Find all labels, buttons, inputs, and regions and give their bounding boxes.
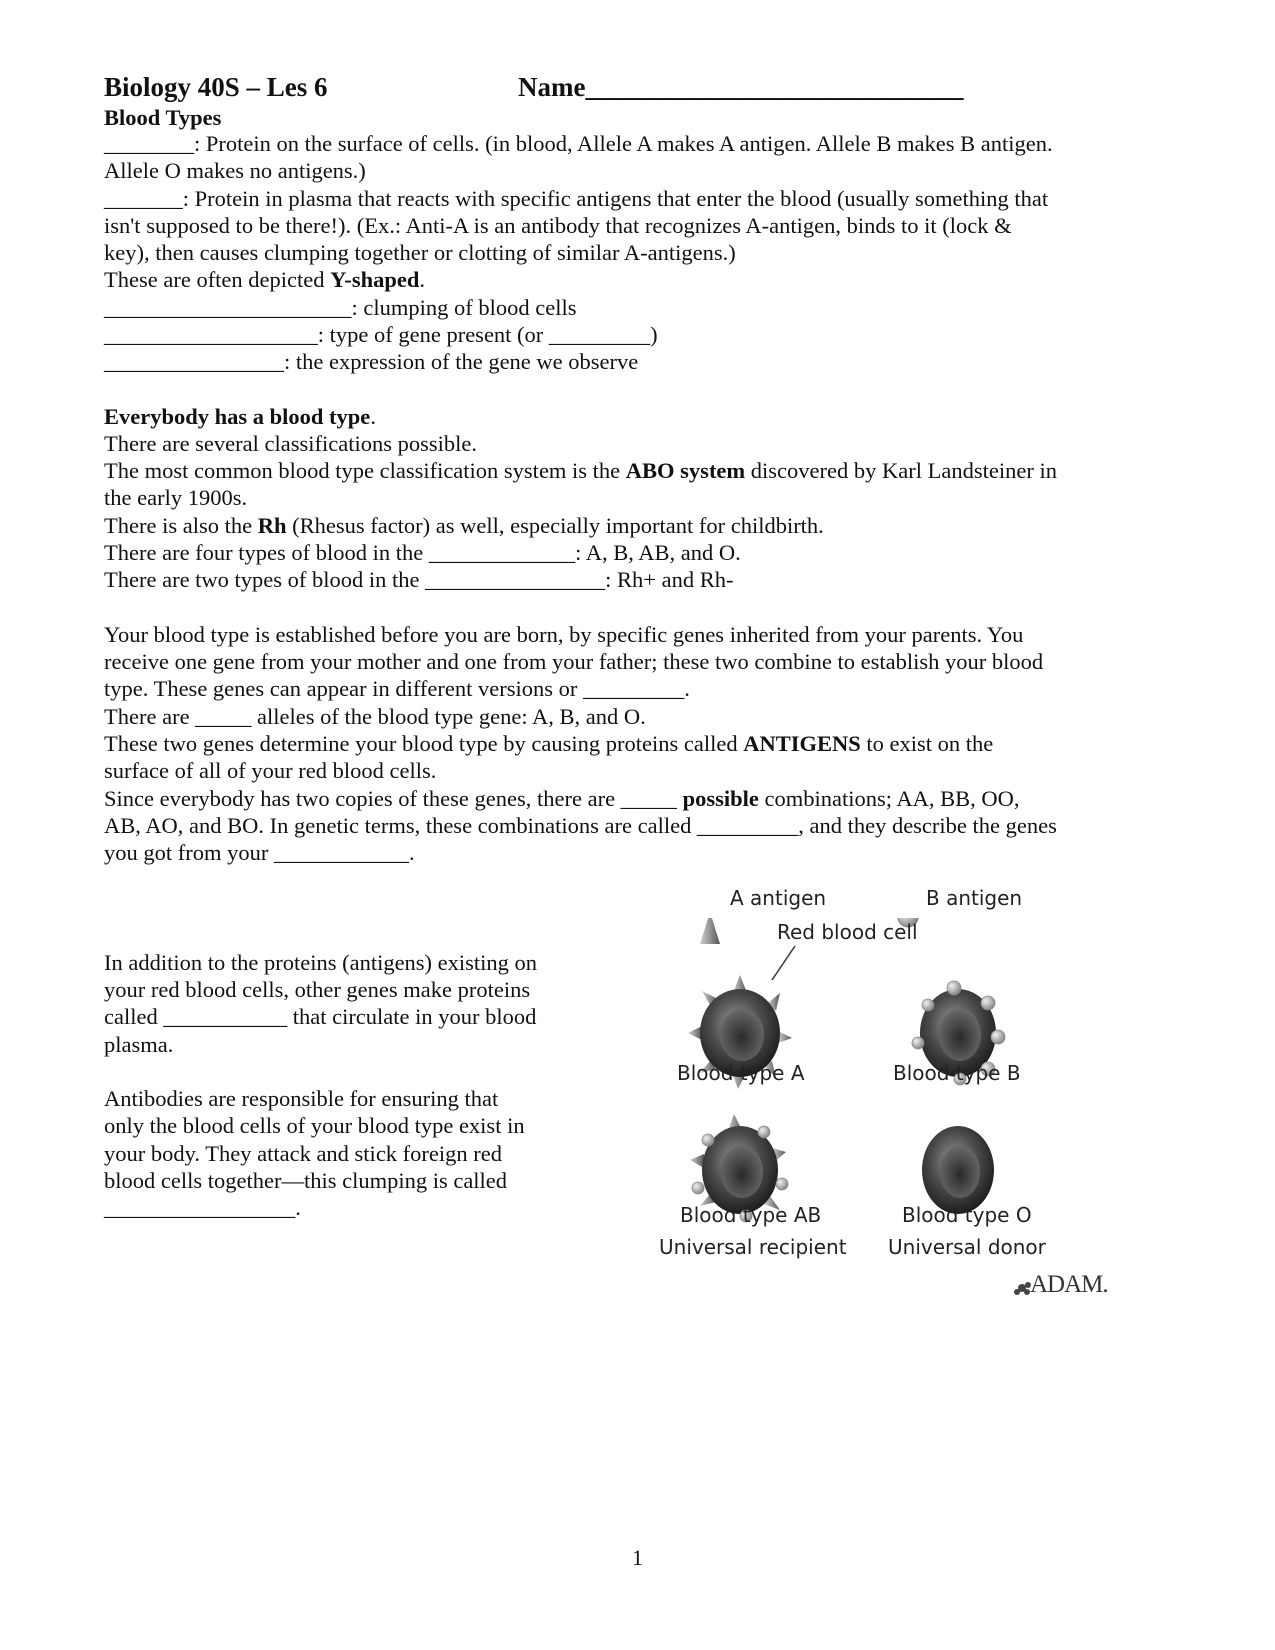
abo-bold: ABO system — [625, 458, 746, 483]
y-shaped-bold: Y-shaped — [330, 267, 420, 292]
rh-post: (Rhesus factor) as well, especially important for childbirth. — [286, 513, 824, 538]
definition-phenotype: ________________: the expression of the gene we observe — [104, 349, 639, 374]
possible-pre: Since everybody has two copies of these genes, there are _____ — [104, 786, 683, 811]
rh-pre: There is also the — [104, 513, 258, 538]
inheritance-line-9: you got from your ____________. — [104, 840, 415, 865]
definition-genotype: ___________________: type of gene present (or _________) — [104, 322, 658, 347]
rh-bold: Rh — [257, 513, 287, 538]
label-pointer-line — [772, 946, 795, 980]
y-shaped-post: . — [419, 267, 425, 292]
rh-line — [104, 512, 824, 540]
a-antigen-legend-icon — [700, 918, 720, 944]
definition-antigen: ________: Protein on the surface of cells. (in blood, Allele A makes A antigen. Allele B makes B antigen. — [104, 131, 1053, 156]
inheritance-line-6: surface of all of your red blood cells. — [104, 758, 437, 783]
abo-line-cont: the early 1900s. — [104, 485, 248, 510]
b-antigen-label: B antigen — [926, 886, 1023, 910]
blood-type-a-label: Blood type A — [677, 1061, 805, 1085]
blood-type-ab-label: Blood type AB — [680, 1203, 822, 1227]
adam-credit: ADAM. — [1030, 1271, 1108, 1298]
antibody-para-line-2: your red blood cells, other genes make proteins — [104, 977, 531, 1002]
blood-type-o-label: Blood type O — [902, 1203, 1032, 1227]
inheritance-line-7 — [104, 785, 1019, 813]
two-types-line: There are two types of blood in the ________________: Rh+ and Rh- — [104, 567, 734, 592]
y-shaped-pre: These are often depicted — [104, 267, 331, 292]
antibody-para-line-1: In addition to the proteins (antigens) existing on — [104, 950, 538, 975]
blood-type-b-label: Blood type B — [893, 1061, 1021, 1085]
blood-cells-illustration — [680, 918, 1200, 1368]
inheritance-line-8: AB, AO, and BO. In genetic terms, these combinations are called _________, and they describe the genes — [104, 813, 1057, 838]
inheritance-line-3: type. These genes can appear in different versions or _________. — [104, 676, 690, 701]
abo-pre: The most common blood type classification system is the — [104, 458, 626, 483]
blood-type-figure — [659, 886, 1200, 1368]
possible-post: combinations; AA, BB, OO, — [758, 786, 1020, 811]
inheritance-line-1: Your blood type is established before you are born, by specific genes inherited from your parents. You — [104, 622, 1024, 647]
antigens-pre: These two genes determine your blood type by causing proteins called — [104, 731, 744, 756]
red-blood-cell-label: Red blood cell — [777, 920, 918, 944]
antibody-para-line-8: blood cells together—this clumping is called — [104, 1168, 508, 1193]
blood-cell-o — [922, 1126, 994, 1214]
inheritance-line-4: There are _____ alleles of the blood type gene: A, B, and O. — [104, 704, 646, 729]
antibody-para-line-6: only the blood cells of your blood type exist in — [104, 1113, 525, 1138]
name-field-label: Name____________________________ — [518, 72, 964, 102]
definition-agglutination: ______________________: clumping of blood cells — [104, 295, 577, 320]
a-antigen-label: A antigen — [730, 886, 827, 910]
inheritance-line-5 — [104, 730, 993, 758]
adam-logo-icon — [1014, 1282, 1031, 1295]
definition-antibody: _______: Protein in plasma that reacts with specific antigens that enter the blood (usually something that — [104, 186, 1049, 211]
antigens-post: to exist on the — [860, 731, 994, 756]
four-types-line: There are four types of blood in the _____________: A, B, AB, and O. — [104, 540, 741, 565]
universal-donor-label: Universal donor — [888, 1235, 1046, 1259]
possible-bold: possible — [682, 786, 759, 811]
abo-line — [104, 457, 1057, 485]
everybody-title-bold: Everybody has a blood type — [104, 404, 371, 429]
y-shaped-note — [104, 266, 425, 294]
classifications-line: There are several classifications possible. — [104, 431, 477, 456]
antigens-bold: ANTIGENS — [743, 731, 861, 756]
inheritance-line-2: receive one gene from your mother and one from your father; these two combine to establish your blood — [104, 649, 1044, 674]
antibody-para-line-4: plasma. — [104, 1032, 174, 1057]
universal-recipient-label: Universal recipient — [659, 1235, 847, 1259]
section-title: Blood Types — [104, 105, 222, 130]
page-number: 1 — [632, 1545, 643, 1570]
definition-antigen-cont: Allele O makes no antigens.) — [104, 158, 366, 183]
antibody-para-line-5: Antibodies are responsible for ensuring that — [104, 1086, 499, 1111]
definition-antibody-cont-2: key), then causes clumping together or clotting of similar A-antigens.) — [104, 240, 736, 265]
definition-antibody-cont-1: isn't supposed to be there!). (Ex.: Anti-A is an antibody that recognizes A-antigen, binds to it (lock & — [104, 213, 1012, 238]
antibody-para-line-9: _________________. — [104, 1195, 301, 1220]
everybody-title-post: . — [370, 404, 376, 429]
antibody-para-line-7: your body. They attack and stick foreign red — [104, 1141, 503, 1166]
everybody-title — [104, 403, 376, 431]
course-title: Biology 40S – Les 6 — [104, 72, 328, 102]
abo-post: discovered by Karl Landsteiner in — [745, 458, 1057, 483]
antibody-para-line-3: called ___________ that circulate in your blood — [104, 1004, 537, 1029]
